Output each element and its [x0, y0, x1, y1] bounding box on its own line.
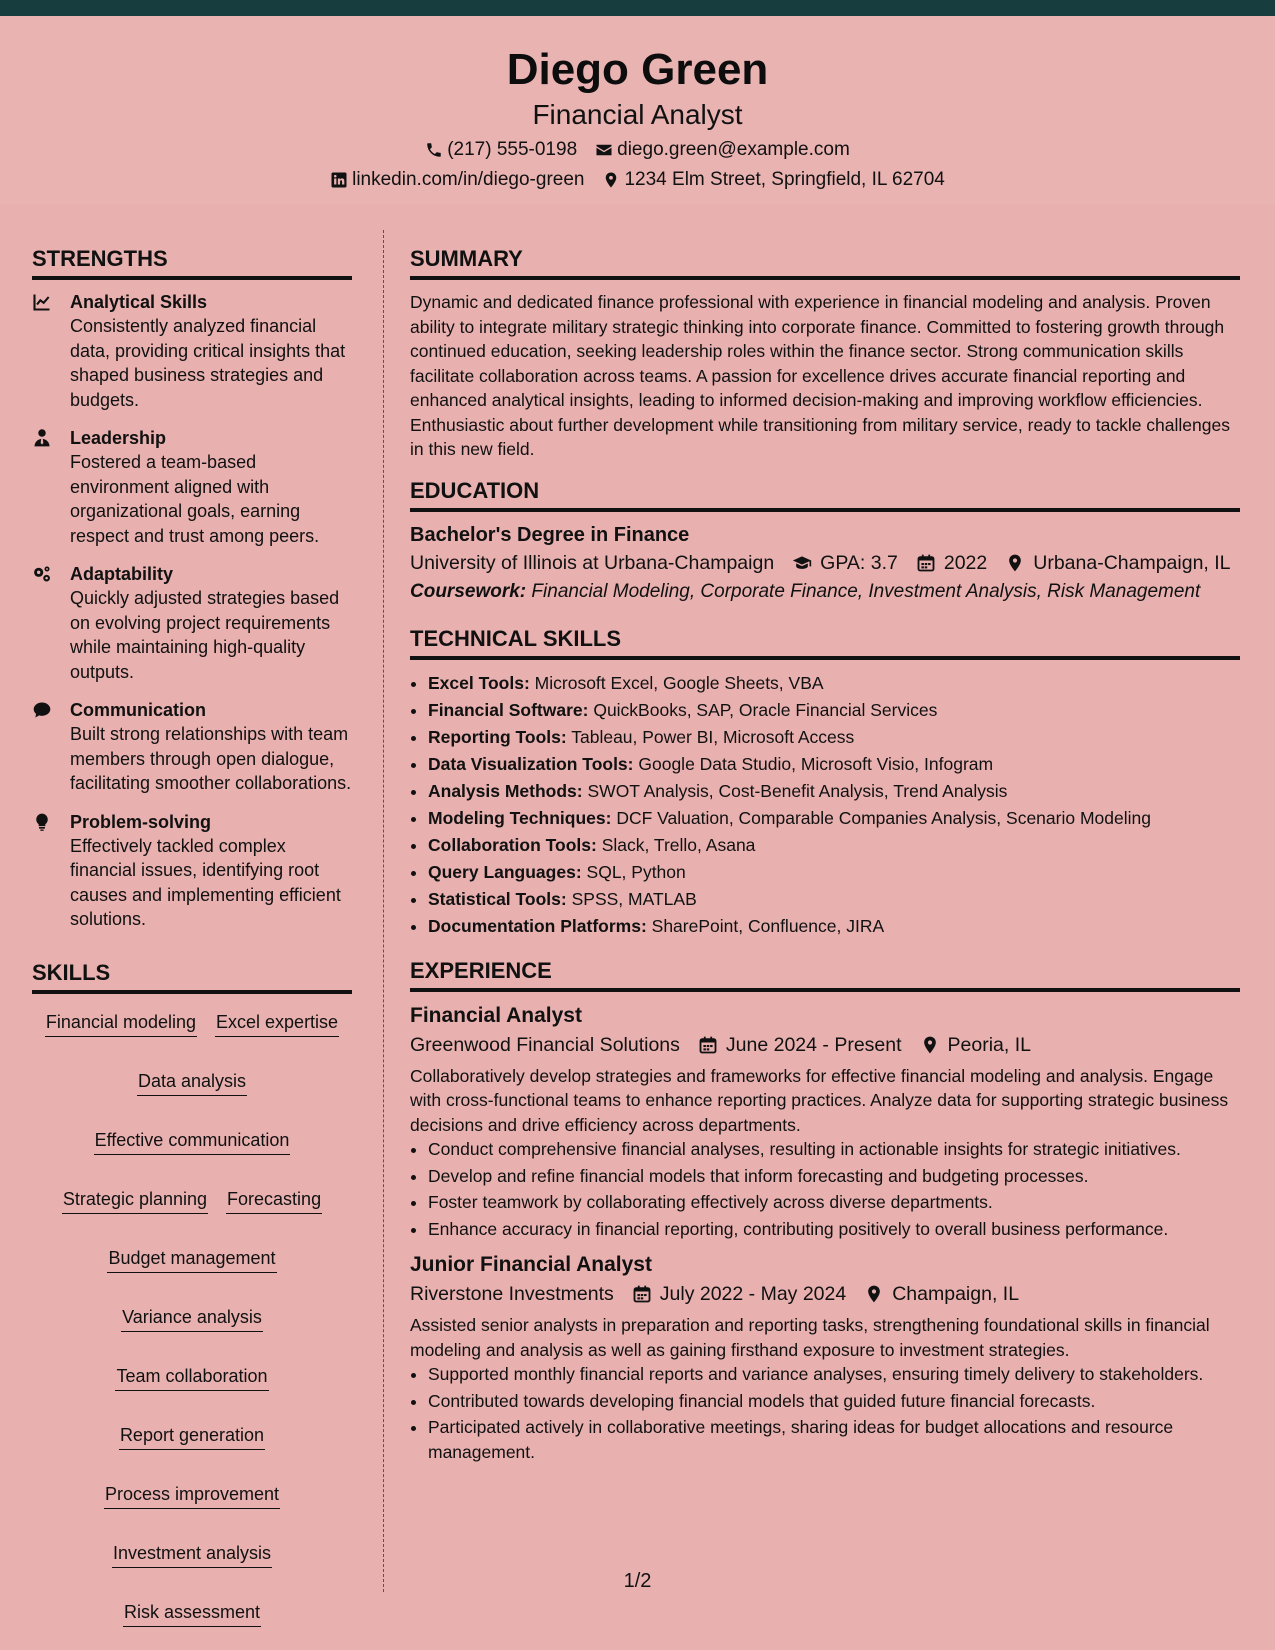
list-item: [428, 697, 1240, 724]
list-item: [428, 778, 1240, 805]
summary-heading: SUMMARY: [410, 244, 1240, 280]
job-description: Collaboratively develop strategies and frameworks for effective financial modeling and analysis. Engage with cross-functional teams to enhance reporting practices. Analyze data for supporting strategic business decisions and drive efficiency across departments.: [410, 1065, 1229, 1135]
list-item: • Develop and refine financial models that inform forecasting and budgeting processes.: [428, 1164, 1240, 1189]
strength-title: Problem-solving: [70, 811, 212, 832]
linkedin-text: linkedin.com/in/diego-green: [352, 169, 585, 190]
skill-tag: Data analysis: [137, 1069, 247, 1096]
list-item: [428, 724, 1240, 751]
list-item: [428, 886, 1240, 913]
skill-tag: Investment analysis: [112, 1541, 272, 1568]
coursework-list: Financial Modeling, Corporate Finance, Investment Analysis, Risk Management: [531, 580, 1201, 602]
summary-text: Dynamic and dedicated finance professional with experience in financial modeling and analysis. Proven ability to integrate military strategic thinking into corporate finance. Committed to fostering growth through continued education, seeking leadership roles within the finance sector. Strong communication skills facilitate collaboration across teams. A passion for excellence drives accurate financial reporting and enhanced analytical insights, leading to informed decision-making and improving workflow efficiencies. Enthusiastic about further development while transitioning from military service, ready to tackle challenges in this new field.: [410, 292, 1230, 459]
envelope-icon: [595, 141, 613, 159]
job-bullets: [410, 1137, 1240, 1241]
lightbulb-icon: [32, 812, 52, 832]
skill-tag: Process improvement: [104, 1482, 280, 1509]
left-column: [32, 244, 352, 1627]
phone-contact[interactable]: [425, 138, 577, 162]
strengths-heading: STRENGTHS: [32, 244, 352, 280]
skill-tag: Risk assessment: [123, 1600, 261, 1627]
linkedin-icon: [330, 171, 348, 189]
company-name: Riverstone Investments: [410, 1283, 614, 1305]
candidate-role: Financial Analyst: [532, 99, 743, 130]
job-location: Peoria, IL: [947, 1033, 1031, 1056]
email-contact[interactable]: [595, 138, 850, 162]
gpa-text: GPA: 3.7: [820, 551, 898, 574]
tskill-value: Slack, Trello, Asana: [601, 834, 756, 855]
candidate-name: Diego Green: [506, 45, 769, 94]
list-item: • Contributed towards developing financial models that guided future financial forecasts.: [428, 1389, 1240, 1414]
list-item: [428, 751, 1240, 778]
list-item: • Conduct comprehensive financial analyses, resulting in actionable insights for strategic initiatives.: [428, 1137, 1240, 1162]
tskill-value: SPSS, MATLAB: [571, 888, 697, 909]
tskill-label: Collaboration Tools:: [428, 834, 597, 855]
calendar-icon: [698, 1035, 718, 1055]
right-column: [410, 244, 1240, 1466]
phone-text: (217) 555-0198: [447, 139, 578, 160]
tskill-label: Query Languages:: [428, 861, 582, 882]
strength-desc: Effectively tackled complex financial issues, identifying root causes and implementing efficient solutions.: [70, 835, 341, 929]
strength-item: [32, 698, 352, 796]
strength-desc: Fostered a team-based environment aligned with organizational goals, earning respect and trust among peers.: [70, 452, 320, 546]
summary-section: [410, 290, 1240, 462]
job-entry: [410, 1002, 1240, 1242]
column-divider: [383, 230, 384, 1592]
technical-skills-list: [410, 670, 1240, 940]
coursework: [410, 580, 1240, 604]
map-pin-icon: [864, 1284, 884, 1304]
tskill-label: Data Visualization Tools:: [428, 753, 634, 774]
list-item: • Supported monthly financial reports and variance analyses, ensuring timely delivery to stakeholders.: [428, 1362, 1240, 1387]
strength-desc: Quickly adjusted strategies based on evolving project requirements while maintaining high-quality outputs.: [70, 588, 340, 682]
strength-item: [32, 426, 352, 548]
phone-icon: [425, 141, 443, 159]
calendar-icon: [632, 1284, 652, 1304]
strength-item: [32, 810, 352, 932]
graduation-cap-icon: [792, 553, 812, 573]
skills-heading: SKILLS: [32, 958, 352, 994]
resume-header: [0, 16, 1275, 204]
chart-line-icon: [32, 292, 52, 312]
graduation-year: 2022: [943, 551, 988, 574]
tskill-label: Reporting Tools:: [428, 726, 567, 747]
list-item: [428, 670, 1240, 697]
email-text: diego.green@example.com: [617, 139, 850, 160]
degree-title: Bachelor's Degree in Finance: [410, 523, 690, 546]
map-pin-icon: [602, 171, 620, 189]
school-location: Urbana-Champaign, IL: [1033, 551, 1231, 574]
job-dates: July 2022 - May 2024: [659, 1283, 847, 1305]
tskill-value: Microsoft Excel, Google Sheets, VBA: [534, 672, 824, 693]
strength-title: Adaptability: [70, 564, 174, 584]
list-item: [428, 913, 1240, 940]
skill-tag: Variance analysis: [121, 1305, 263, 1332]
contact-row-2: [0, 168, 1275, 192]
job-dates: June 2024 - Present: [725, 1033, 902, 1056]
education-heading: EDUCATION: [410, 476, 1240, 512]
experience-heading: EXPERIENCE: [410, 956, 1240, 992]
strength-desc: Consistently analyzed financial data, providing critical insights that shaped business strategies and budgets.: [70, 316, 346, 410]
list-item: • Foster teamwork by collaborating effectively across diverse departments.: [428, 1190, 1240, 1215]
calendar-icon: [916, 553, 936, 573]
school-name: University of Illinois at Urbana-Champaign: [410, 551, 775, 574]
tskill-value: QuickBooks, SAP, Oracle Financial Services: [593, 699, 938, 720]
address-contact: [602, 168, 944, 192]
map-pin-icon: [920, 1035, 940, 1055]
top-bar: [0, 0, 1275, 16]
job-meta: [410, 1279, 1240, 1309]
skill-tag: Financial modeling: [45, 1010, 197, 1037]
tskill-label: Financial Software:: [428, 699, 589, 720]
tskill-value: SWOT Analysis, Cost-Benefit Analysis, Trend Analysis: [587, 780, 1008, 801]
list-item: [428, 805, 1240, 832]
job-title: Junior Financial Analyst: [410, 1253, 652, 1276]
strength-desc: Built strong relationships with team members through open dialogue, facilitating smoother collaborations.: [70, 724, 352, 793]
list-item: • Enhance accuracy in financial reporting, contributing positively to overall business performance.: [428, 1217, 1240, 1242]
coursework-label: Coursework:: [410, 580, 527, 602]
company-name: Greenwood Financial Solutions: [410, 1033, 680, 1056]
strength-title: Communication: [70, 700, 207, 720]
skill-tag: Excel expertise: [215, 1010, 339, 1037]
person-tie-icon: [32, 428, 52, 448]
tskill-label: Statistical Tools:: [428, 888, 567, 909]
tskill-value: Google Data Studio, Microsoft Visio, Infogram: [638, 753, 994, 774]
speech-bubble-icon: [32, 700, 52, 720]
skill-tag: Report generation: [119, 1423, 265, 1450]
list-item: [428, 832, 1240, 859]
list-item: • Participated actively in collaborative meetings, sharing ideas for budget allocations and resource management.: [428, 1415, 1240, 1464]
linkedin-contact[interactable]: [330, 168, 584, 192]
tskill-value: DCF Valuation, Comparable Companies Analysis, Scenario Modeling: [616, 807, 1151, 828]
job-bullets: [410, 1362, 1240, 1464]
tskill-value: SQL, Python: [586, 861, 686, 882]
tskill-value: SharePoint, Confluence, JIRA: [651, 915, 885, 936]
job-location: Champaign, IL: [892, 1283, 1020, 1305]
job-description: Assisted senior analysts in preparation and reporting tasks, strengthening foundational skills in financial modeling and analysis as well as gaining firsthand exposure to investment strategies.: [410, 1315, 1210, 1360]
skill-tag: Budget management: [107, 1246, 276, 1273]
tskill-value: Tableau, Power BI, Microsoft Access: [571, 726, 855, 747]
job-meta: [410, 1030, 1240, 1060]
gears-icon: [32, 564, 52, 584]
map-pin-icon: [1005, 553, 1025, 573]
education-meta: [410, 548, 1240, 578]
list-item: [428, 859, 1240, 886]
job-entry: [410, 1251, 1240, 1464]
strength-item: [32, 562, 352, 684]
job-title: Financial Analyst: [410, 1003, 582, 1027]
tskill-label: Modeling Techniques:: [428, 807, 612, 828]
page-number: 1/2: [623, 1570, 652, 1592]
tskill-label: Analysis Methods:: [428, 780, 583, 801]
strength-title: Analytical Skills: [70, 292, 208, 312]
address-text: 1234 Elm Street, Springfield, IL 62704: [624, 169, 945, 190]
skill-tag: Strategic planning: [62, 1187, 208, 1214]
strength-item: [32, 290, 352, 412]
technical-skills-heading: TECHNICAL SKILLS: [410, 624, 1240, 660]
skills-list: [32, 1010, 352, 1627]
skill-tag: Forecasting: [226, 1187, 322, 1214]
skill-tag: Team collaboration: [115, 1364, 268, 1391]
skill-tag: Effective communication: [94, 1128, 291, 1155]
tskill-label: Documentation Platforms:: [428, 915, 647, 936]
strength-title: Leadership: [70, 428, 167, 448]
tskill-label: Excel Tools:: [428, 672, 530, 693]
contact-row-1: [0, 138, 1275, 162]
